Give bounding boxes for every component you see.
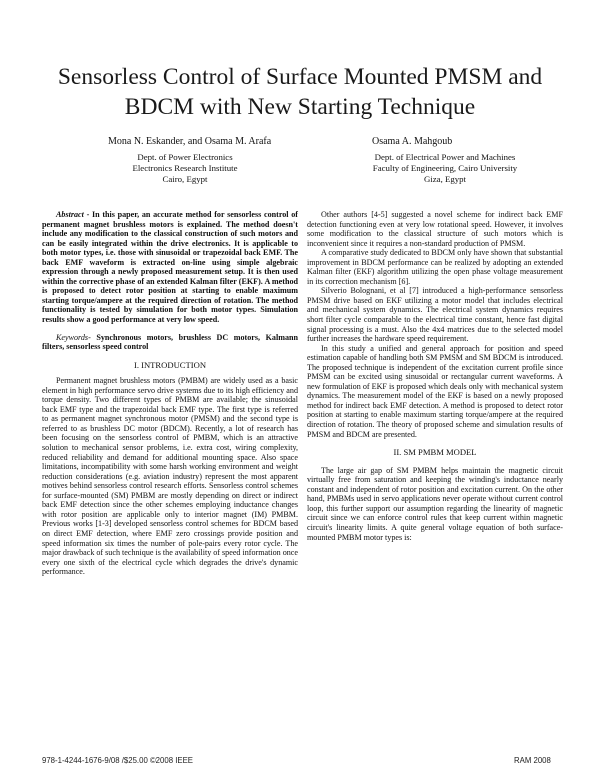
footer-copyright: 978-1-4244-1676-9/08 /$25.00 ©2008 IEEE xyxy=(42,756,193,765)
right-paragraph-1: Other authors [4-5] suggested a novel scheme for indirect back EMF detection functioning even at very low rotational speed. However, it involves some modification to the classical structure of such motors which is inconvenient since it requires a non-standard production of PMSM. xyxy=(307,210,563,248)
intro-paragraph: Permanent magnet brushless motors (PMBM) are widely used as a basic element in high performance servo drive systems due to its high efficiency and torque density. Two different types of PMBM are available; the sinusoidal back EMF type and the trapezoidal back EMF type. The first type is referred to as permanent magnet synchronous motor (PMSM) and the second type is referred to as brushless DC motor (BDCM). Recently, a lot of research has been focusing on the sensorless control of PMBM, which is an attractive solution to mechanical sensor problems, i.e. extra cost, wiring complexity, reduced reliability and demand for additional mounting space. Also space limitations, incompatibility with some harsh working environment and weight reduction considerations (e.g. aviation industry) represent the most apparent motives behind sensorless control research efforts. Sensorless control schemes for surface-mounted (SM) PMBM are mostly depending on direct or indirect back EMF detection since the other schemes employing inductance changes with rotor position are applicable only to interior magnet (IM) PMBM. Previous works [1-3] developed sensorless control schemes for BDCM based on direct EMF detection, where EMF zero crossings provide position and speed information six times the number of pole-pairs every rotor cycle. The major drawback of such technique is the availability of speed information once every one sixth of the electrical cycle which degrades the drive's dynamic performance. xyxy=(42,376,298,577)
right-column xyxy=(307,210,563,542)
affiliation-right-city: Giza, Egypt xyxy=(423,174,467,184)
left-column xyxy=(42,210,298,577)
affiliation-left xyxy=(100,152,270,185)
section-heading-introduction: I. INTRODUCTION xyxy=(133,359,207,370)
right-paragraph-4: In this study a unified and general approach for position and speed estimation capable of handling both SM PMSM and SM BDCM is introduced. The proposed technique is independent of the excitation current profile since PMSM can be excited using sinusoidal or rectangular current waveforms. A new formulation of EKF is proposed which deals only with mechanical system dynamics. The measurement model of the EKF is based on a newly proposed method for indirect back EMF detection. A method is proposed to detect rotor position at starting to enable maximum starting torque/ampere at the required direction of rotation. The theory of proposed scheme and simulation results of PMSM and BDCM are presented. xyxy=(307,343,563,439)
affiliation-right xyxy=(340,152,550,185)
right-paragraph-2: A comparative study dedicated to BDCM only have shown that substantial improvement in BDCM performance can be realized by adopting an extended Kalman filter (EKF) algorithm utilizing the open phase voltage measurement in its correction mechanism [6]. xyxy=(307,248,563,286)
keywords-text: Synchronous motors, brushless DC motors, Kalmann filters, sensorless speed control xyxy=(42,332,298,352)
paper-title: Sensorless Control of Surface Mounted PMSM and BDCM with New Starting Technique xyxy=(57,64,543,120)
affiliation-left-dept: Dept. of Power Electronics xyxy=(137,152,233,162)
section-heading-model: II. SM PMBM MODEL xyxy=(393,447,477,458)
affiliation-left-city: Cairo, Egypt xyxy=(162,174,208,184)
abstract xyxy=(42,210,298,325)
model-paragraph: The large air gap of SM PMBM helps maintain the magnetic circuit virtually free from saturation and keeping the winding's inductance nearly constant and independent of rotor position and excitation current. On the other hand, PMBMs used in servo applications never operate without current control loop, this further support our assumption regarding the linearity of magnetic circuit since we can enforce control rules that keep current within magnetic circuit's linearity limits. A quite general voltage equation of both surface-mounted PMBM motor types is: xyxy=(307,465,563,542)
abstract-lead: Abstract xyxy=(56,210,84,219)
keywords xyxy=(42,333,298,352)
affiliation-right-dept: Dept. of Electrical Power and Machines xyxy=(374,152,516,162)
right-paragraph-3: Silverio Bolognani, et al [7] introduced a high-performance sensorless PMSM drive based on EKF utilizing a motor model that includes electrical and mechanical system dynamics. The electrical system dynamics requires short filter cycle comparable to the electrical time constant, hence fast digital signal processing is a must. Also the 4x4 matrices due to the selected model further increases the hardware speed requirement. xyxy=(307,286,563,344)
authors-right: Osama A. Mahgoub xyxy=(372,136,453,147)
authors-left: Mona N. Eskander, and Osama M. Arafa xyxy=(108,136,272,147)
abstract-text: - In this paper, an accurate method for sensorless control of permanent magnet brushless motors is explained. The method doesn't include any modification to the classical construction of such motors and can be easily integrated within the drive electronics. It is applicable to both motor types, i.e. those with sinusoidal or trapezoidal back EMF. The back EMF waveform is extracted on-line using simple algebraic expression through a newly proposed measurement setup. It is then used within the corrective phase of an extended Kalman filter (EKF). A method is proposed to detect rotor position at starting to enable maximum starting torque/ampere at the required direction of rotation. The method functionality is tested by simulation for both motor types. Simulation results show a good performance at very low speed. xyxy=(42,210,298,325)
affiliation-left-institute: Electronics Research Institute xyxy=(132,163,238,173)
affiliation-right-faculty: Faculty of Engineering, Cairo University xyxy=(372,163,518,173)
footer-conference: RAM 2008 xyxy=(514,756,551,765)
keywords-lead: Keywords- xyxy=(56,332,91,342)
